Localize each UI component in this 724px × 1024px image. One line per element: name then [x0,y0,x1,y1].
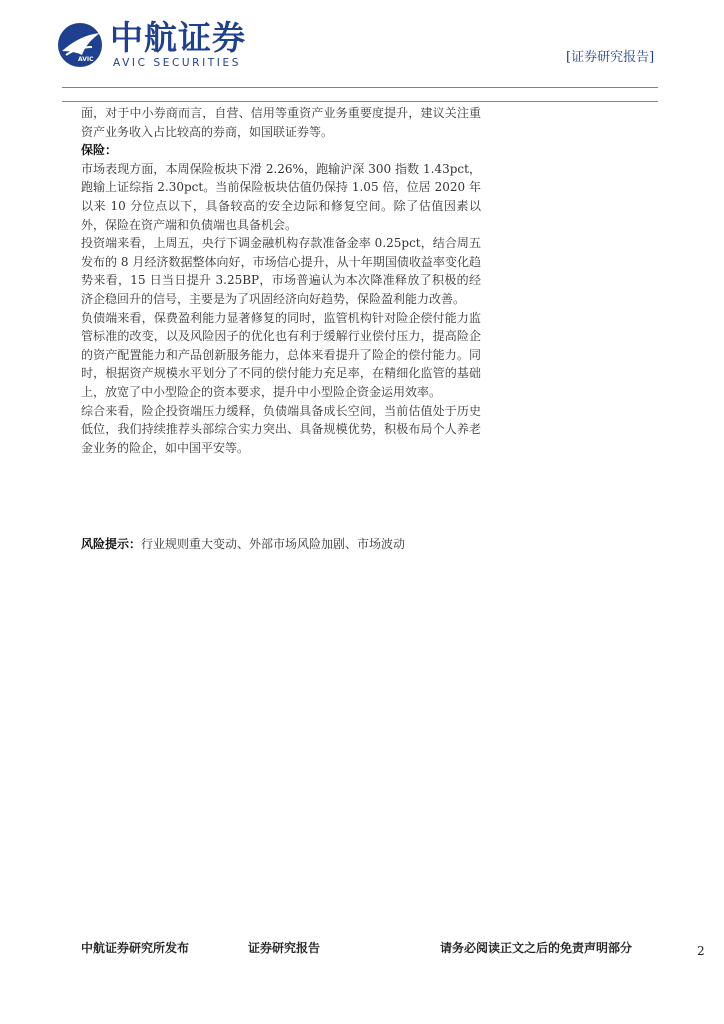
paragraph-asset-side: 投资端来看，上周五，央行下调金融机构存款准备金率 0.25pct，结合周五发布的 8 月经济数据整体向好，市场信心提升，从十年期国债收益率变化趋势来看，15 日当日提升 3.25BP，市场普遍认为本次降准释放了积极的经济企稳回升的信号，主要是为了巩固经济向好趋势，保险盈利能力改善。 [81,236,481,306]
page-number: 2 [697,944,705,958]
footer-disclaimer-note: 请务必阅读正文之后的免责声明部分 [440,941,633,955]
risk-warning [81,535,501,553]
footer-publisher: 中航证券研究所发布 [81,941,190,955]
footer-report-type: 证券研究报告 [248,941,321,955]
section-heading-insurance: 保险： [81,143,118,158]
report-type-tag: [证券研究报告] [566,50,655,65]
avic-logo-icon [56,21,104,69]
paragraph-market-performance: 市场表现方面，本周保险板块下滑 2.26%，跑输沪深 300 指数 1.43pct，跑输上证综指 2.30pct。当前保险板块估值仍保持 1.05 倍，位居 2020 年以来 10 分位点以下，具备较高的安全边际和修复空间。除了估值因素以外，保险在资产端和负债端也具备机会。 [81,161,481,232]
paragraph-brokerage-continuation: 面，对于中小券商而言，自营、信用等重资产业务重要度提升，建议关注重资产业务收入占比较高的券商，如国联证券等。 [81,106,481,139]
header-divider-bottom [62,101,658,102]
risk-warning-label: 风险提示： [81,537,142,551]
risk-warning-text: 行业规则重大变动、外部市场风险加剧、市场波动 [141,537,406,551]
avic-logo-badge-text: AVIC [78,56,94,63]
paragraph-summary: 综合来看，险企投资端压力缓释，负债端具备成长空间，当前估值处于历史低位，我们持续推荐头部综合实力突出、具备规模优势，积极布局个人养老金业务的险企，如中国平安等。 [81,403,481,455]
brand-name-cn: 中航证券 [110,18,246,57]
report-body [81,104,481,457]
paragraph-liability-side: 负债端来看，保费盈利能力显著修复的同时，监管机构针对险企偿付能力监管标准的改变，以及风险因子的优化也有利于缓解行业偿付压力，提高险企的资产配置能力和产品创新服务能力，总体来看提升了险企的偿付能力。同时，根据资产规模水平划分了不同的偿付能力充足率，在精细化监管的基础上，放宽了中小型险企的资本要求，提升中小型险企资金运用效率。 [81,310,481,399]
brand-name-en: AVIC SECURITIES [113,57,241,69]
page-header [0,0,724,102]
header-divider-top [62,87,658,88]
